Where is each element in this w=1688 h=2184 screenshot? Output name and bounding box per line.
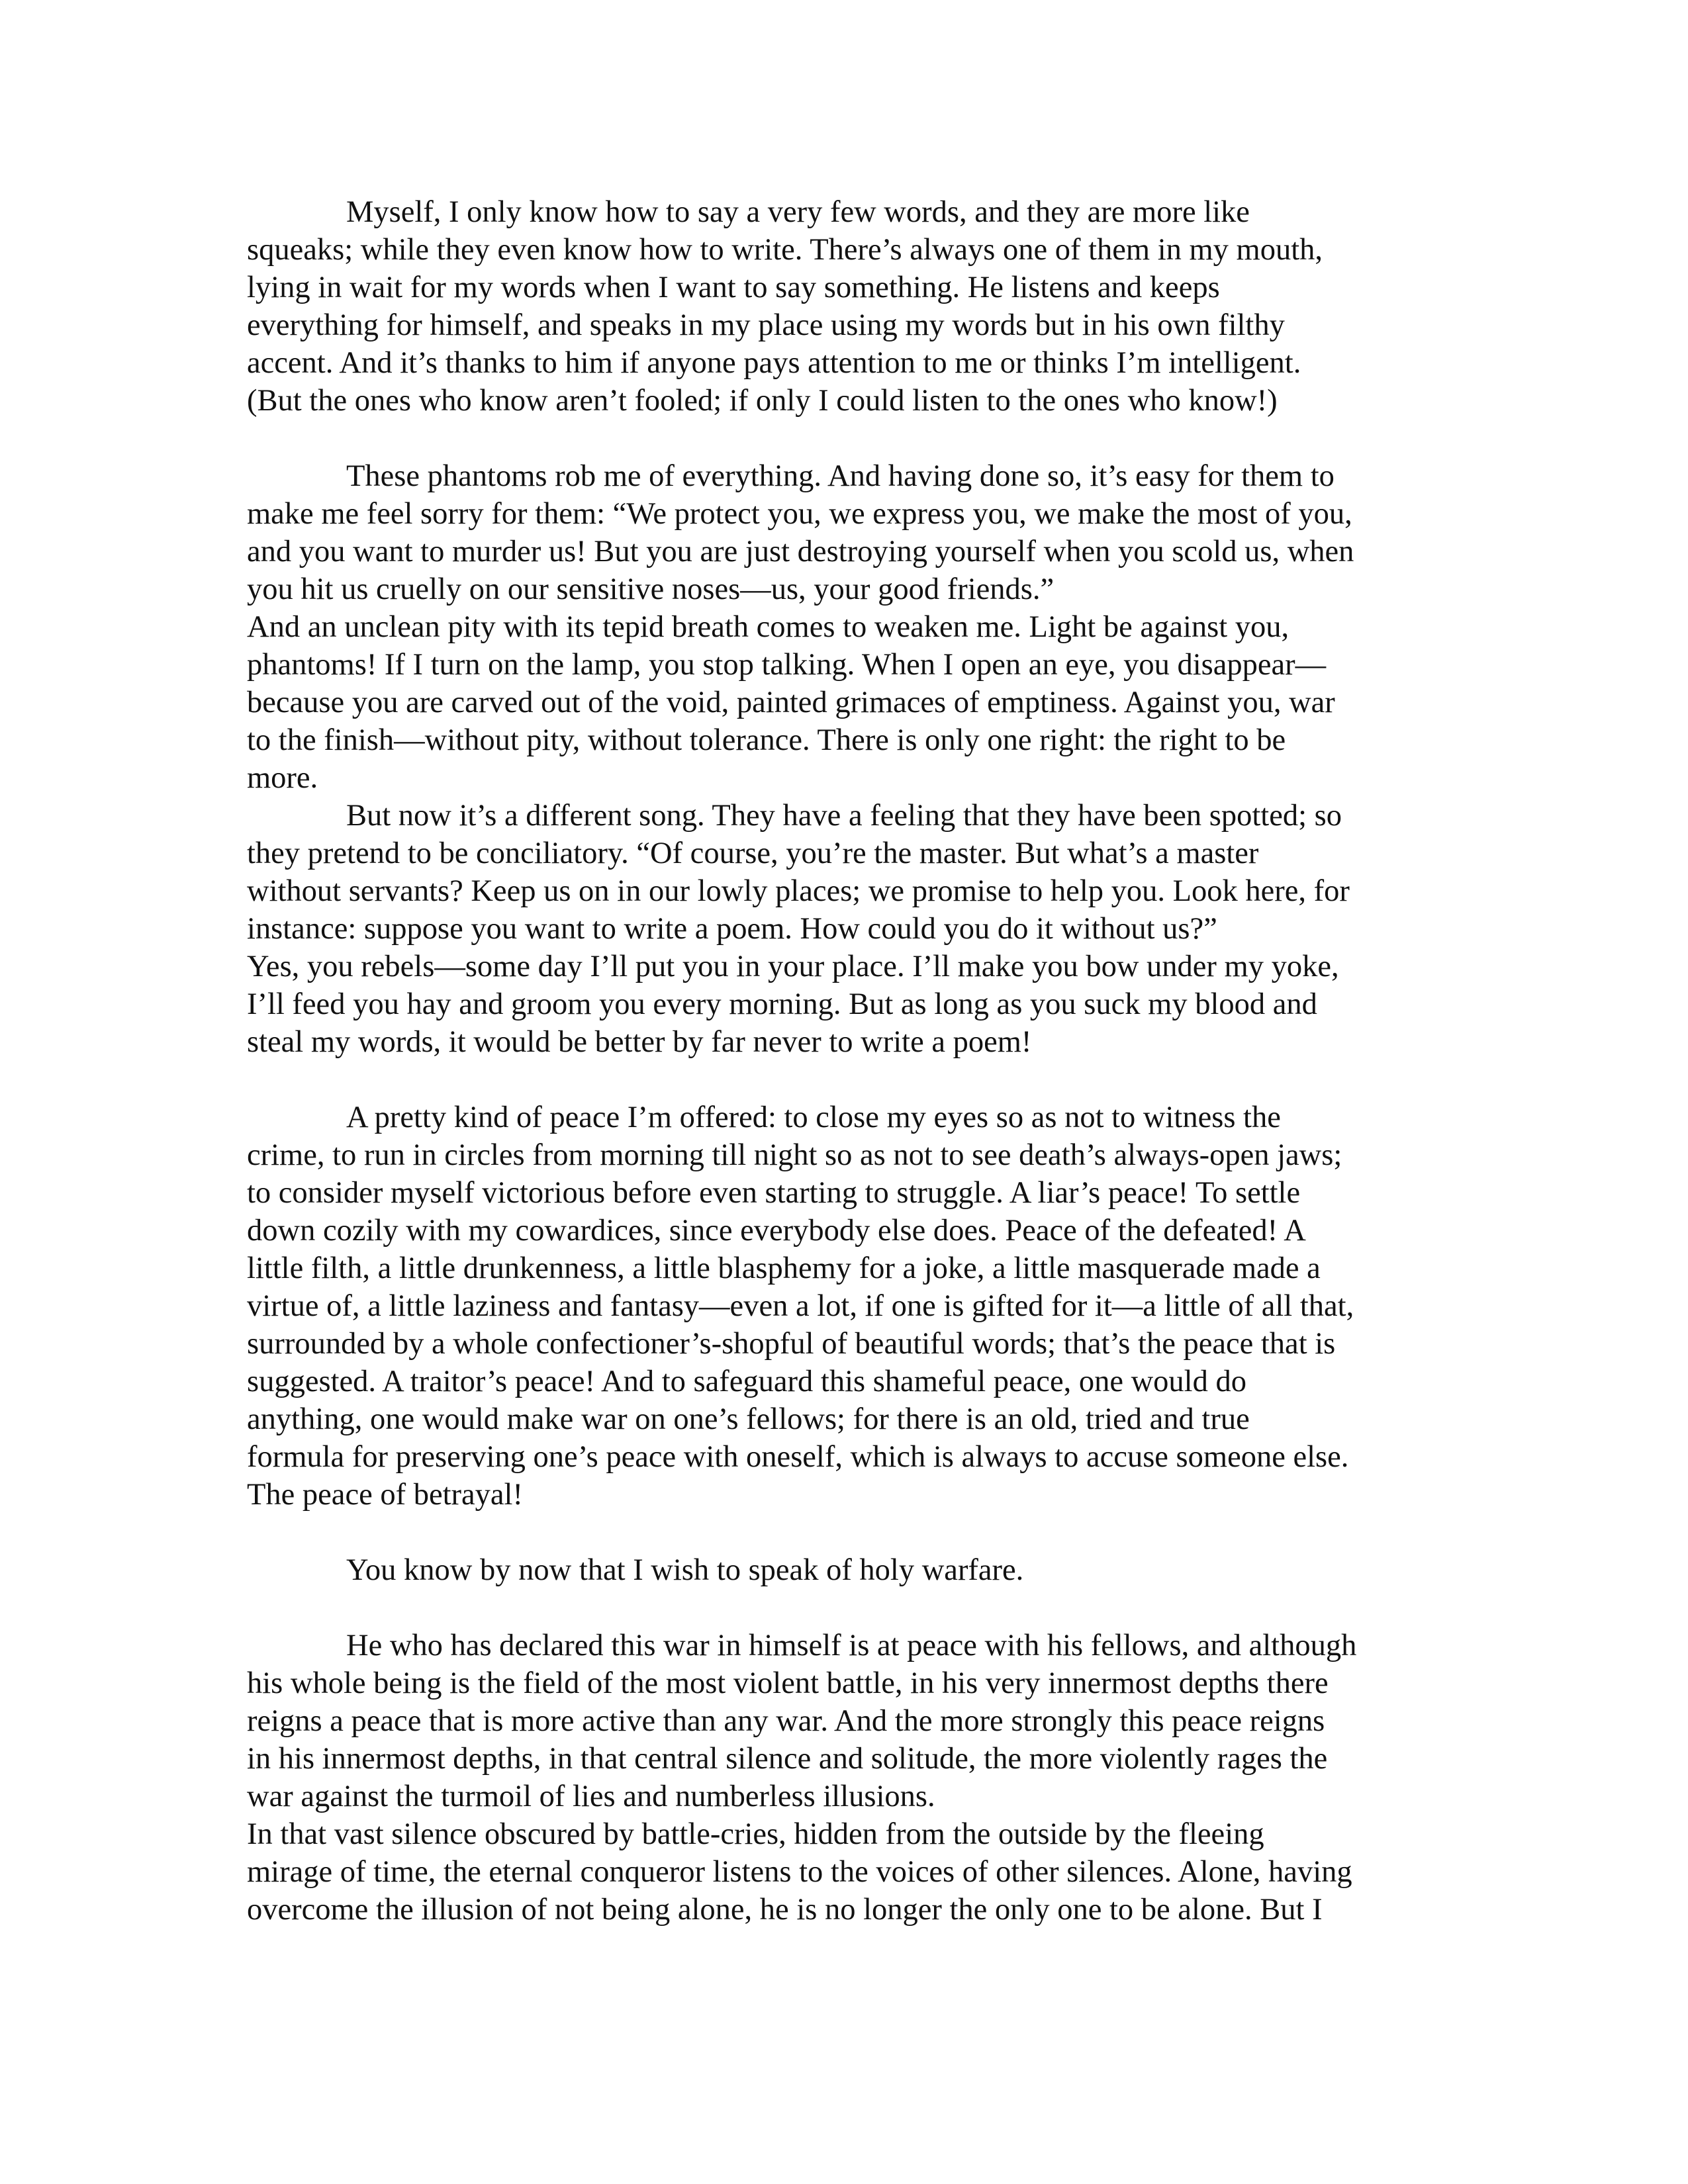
text-line: squeaks; while they even know how to write. There’s always one of them in my mouth,: [247, 233, 1323, 267]
text-line: crime, to run in circles from morning till night so as not to see death’s always-open jaws;: [247, 1138, 1342, 1172]
text-line: steal my words, it would be better by far never to write a poem!: [247, 1025, 1032, 1059]
text-line: anything, one would make war on one’s fellows; for there is an old, tried and true: [247, 1402, 1250, 1436]
paragraph-gap: [247, 1589, 1438, 1627]
text-line: you hit us cruelly on our sensitive noses—us, your good friends.”: [247, 572, 1055, 606]
text-line: formula for preserving one’s peace with oneself, which is always to accuse someone else.: [247, 1440, 1349, 1474]
text-line: everything for himself, and speaks in my place using my words but in his own filthy: [247, 308, 1285, 342]
text-line: In that vast silence obscured by battle-cries, hidden from the outside by the fleeing: [247, 1817, 1264, 1851]
text-line: mirage of time, the eternal conqueror listens to the voices of other silences. Alone, having: [247, 1855, 1352, 1889]
text-line: to consider myself victorious before even starting to struggle. A liar’s peace! To settle: [247, 1176, 1301, 1210]
paragraph: [247, 797, 1438, 948]
text-line: suggested. A traitor’s peace! And to safeguard this shameful peace, one would do: [247, 1365, 1246, 1398]
paragraph: [247, 457, 1438, 608]
paragraph: [247, 948, 1438, 1061]
paragraph-gap: [247, 1514, 1438, 1551]
text-line: war against the turmoil of lies and numberless illusions.: [247, 1780, 935, 1813]
text-line: You know by now that I wish to speak of holy warfare.: [346, 1553, 1024, 1587]
paragraph: [247, 193, 1438, 420]
text-line: make me feel sorry for them: “We protect you, we express you, we make the most of you,: [247, 497, 1352, 531]
text-line: they pretend to be conciliatory. “Of course, you’re the master. But what’s a master: [247, 837, 1259, 870]
text-line: lying in wait for my words when I want to say something. He listens and keeps: [247, 271, 1220, 304]
paragraph-gap: [247, 1061, 1438, 1099]
text-line: accent. And it’s thanks to him if anyone pays attention to me or thinks I’m intelligent.: [247, 346, 1301, 380]
text-line: reigns a peace that is more active than any war. And the more strongly this peace reigns: [247, 1704, 1325, 1738]
text-line: The peace of betrayal!: [247, 1478, 523, 1512]
text-line: in his innermost depths, in that central silence and solitude, the more violently rages the: [247, 1742, 1328, 1776]
paragraph: [247, 1815, 1438, 1929]
text-line: But now it’s a different song. They have a feeling that they have been spotted; so: [346, 799, 1342, 833]
body-text: [247, 193, 1438, 1929]
paragraph-gap: [247, 420, 1438, 457]
paragraph: [247, 608, 1438, 797]
text-line: And an unclean pity with its tepid breath comes to weaken me. Light be against you,: [247, 610, 1289, 644]
paragraph: [247, 1099, 1438, 1514]
text-line: virtue of, a little laziness and fantasy—even a lot, if one is gifted for it—a little of all that,: [247, 1289, 1354, 1323]
text-line: He who has declared this war in himself is at peace with his fellows, and although: [346, 1629, 1357, 1662]
text-line: Myself, I only know how to say a very few words, and they are more like: [346, 195, 1250, 229]
paragraph: [247, 1627, 1438, 1815]
text-line: more.: [247, 761, 318, 795]
text-line: because you are carved out of the void, painted grimaces of emptiness. Against you, war: [247, 686, 1335, 719]
paragraph: [247, 1551, 1438, 1589]
text-line: (But the ones who know aren’t fooled; if only I could listen to the ones who know!): [247, 384, 1278, 418]
text-line: down cozily with my cowardices, since everybody else does. Peace of the defeated! A: [247, 1214, 1306, 1248]
text-line: instance: suppose you want to write a poem. How could you do it without us?”: [247, 912, 1217, 946]
text-line: phantoms! If I turn on the lamp, you stop talking. When I open an eye, you disappear—: [247, 648, 1327, 682]
text-line: to the finish—without pity, without tolerance. There is only one right: the right to be: [247, 723, 1286, 757]
text-line: These phantoms rob me of everything. And having done so, it’s easy for them to: [346, 459, 1335, 493]
text-line: surrounded by a whole confectioner’s-shopful of beautiful words; that’s the peace that is: [247, 1327, 1336, 1361]
text-line: without servants? Keep us on in our lowly places; we promise to help you. Look here, for: [247, 874, 1350, 908]
text-line: overcome the illusion of not being alone, he is no longer the only one to be alone. But I: [247, 1893, 1323, 1927]
text-line: little filth, a little drunkenness, a little blasphemy for a joke, a little masquerade made a: [247, 1251, 1321, 1285]
text-line: his whole being is the field of the most violent battle, in his very innermost depths there: [247, 1666, 1329, 1700]
text-line: A pretty kind of peace I’m offered: to close my eyes so as not to witness the: [346, 1101, 1281, 1134]
text-line: I’ll feed you hay and groom you every morning. But as long as you suck my blood and: [247, 987, 1317, 1021]
text-line: Yes, you rebels—some day I’ll put you in your place. I’ll make you bow under my yoke,: [247, 950, 1339, 983]
text-line: and you want to murder us! But you are just destroying yourself when you scold us, when: [247, 535, 1354, 569]
